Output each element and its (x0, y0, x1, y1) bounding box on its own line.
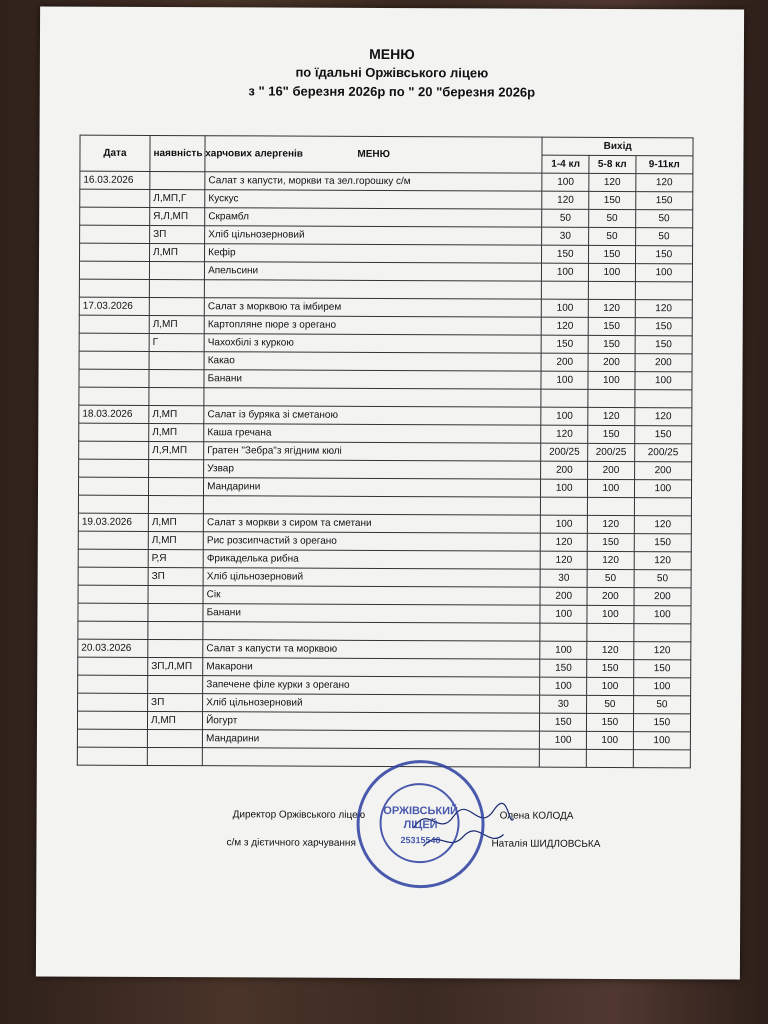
row-portion-9-11: 150 (635, 336, 692, 354)
row-portion-1-4: 120 (541, 551, 588, 569)
row-portion-1-4: 120 (542, 317, 589, 335)
row-portion-5-8 (586, 749, 633, 767)
row-date (79, 261, 149, 279)
row-portion-1-4 (541, 497, 588, 515)
row-portion-1-4 (540, 749, 587, 767)
row-dish: Банани (203, 604, 540, 623)
row-date (78, 621, 148, 639)
row-portion-9-11: 120 (633, 642, 690, 660)
row-date (78, 531, 148, 549)
row-portion-1-4: 100 (541, 479, 588, 497)
row-portion-5-8: 150 (586, 713, 633, 731)
row-dish: Картопляне пюре з орегано (204, 316, 541, 335)
row-allergens (149, 279, 204, 297)
row-portion-5-8: 100 (587, 677, 634, 695)
row-portion-1-4: 100 (540, 605, 587, 623)
nurse-role: с/м з дієтичного харчування (226, 837, 356, 849)
stamp-code: 25315540 (400, 835, 441, 846)
table-row (77, 711, 690, 732)
row-allergens: Я,Л,МП (150, 207, 205, 225)
row-portion-5-8: 120 (587, 551, 634, 569)
row-portion-1-4: 100 (542, 173, 589, 191)
table-row (80, 207, 693, 228)
row-portion-5-8: 200 (587, 587, 634, 605)
row-allergens (149, 387, 204, 405)
row-portion-1-4: 30 (540, 569, 587, 587)
row-allergens (147, 729, 202, 747)
row-portion-9-11: 120 (634, 408, 691, 426)
nurse-name: Наталія ШИДЛОВСЬКА (491, 838, 601, 850)
row-allergens: Л,МП,Г (150, 189, 205, 207)
row-date (80, 207, 150, 225)
table-row (80, 243, 693, 264)
row-dish: Салат із буряка зі сметаною (204, 406, 541, 425)
row-portion-9-11 (634, 498, 691, 516)
row-portion-1-4: 50 (542, 209, 589, 227)
row-allergens: Р,Я (148, 549, 203, 567)
row-dish: Скрамбл (205, 208, 542, 227)
row-date (78, 549, 148, 567)
row-date (79, 333, 149, 351)
row-portion-9-11 (634, 624, 691, 642)
row-portion-5-8: 200 (588, 353, 635, 371)
row-allergens: ЗП (148, 567, 203, 585)
row-date (80, 189, 150, 207)
row-portion-5-8: 120 (587, 515, 634, 533)
row-dish (204, 496, 541, 515)
row-portion-1-4 (540, 623, 587, 641)
row-portion-5-8: 120 (589, 173, 636, 191)
row-date (80, 243, 150, 261)
director-name: Олена КОЛОДА (499, 810, 574, 822)
header-menu: МЕНЮ (205, 136, 542, 173)
row-portion-9-11: 150 (634, 426, 691, 444)
row-date: 16.03.2026 (80, 171, 150, 189)
row-portion-9-11: 100 (634, 606, 691, 624)
row-portion-5-8 (587, 497, 634, 515)
row-allergens: Л,МП (149, 315, 204, 333)
row-allergens (147, 747, 202, 765)
row-date (79, 369, 149, 387)
stamp-text-line1: ОРЖІВСЬКИЙ (383, 804, 458, 818)
row-portion-9-11: 150 (635, 246, 692, 264)
row-portion-1-4: 100 (541, 515, 588, 533)
row-dish: Банани (204, 370, 541, 389)
row-portion-9-11 (635, 390, 692, 408)
row-allergens (148, 477, 203, 495)
row-portion-5-8: 100 (588, 263, 635, 281)
director-role: Директор Оржівського ліцею (232, 809, 366, 821)
row-portion-9-11: 100 (633, 732, 690, 750)
row-allergens (149, 351, 204, 369)
document-title: МЕНЮ (369, 45, 415, 63)
row-date (79, 423, 149, 441)
row-portion-9-11: 50 (635, 210, 692, 228)
row-portion-9-11: 200/25 (634, 444, 691, 462)
row-date (78, 693, 148, 711)
row-dish: Мандарини (203, 730, 540, 749)
row-date: 18.03.2026 (79, 405, 149, 423)
row-portion-1-4: 100 (540, 677, 587, 695)
menu-document (36, 6, 744, 979)
row-date (78, 585, 148, 603)
stamp-text-line2: ЛІЦЕЙ (403, 819, 438, 832)
row-portion-9-11: 100 (634, 480, 691, 498)
row-dish: Салат з капусти та морквою (203, 640, 540, 659)
header-grade-9-11: 9-11кл (636, 156, 693, 174)
row-portion-1-4: 120 (542, 191, 589, 209)
row-dish: Апельсини (205, 262, 542, 281)
row-portion-5-8: 120 (588, 299, 635, 317)
row-portion-5-8: 150 (587, 533, 634, 551)
row-allergens: ЗП (148, 693, 203, 711)
row-date (79, 315, 149, 333)
row-date (79, 351, 149, 369)
row-portion-9-11: 50 (634, 570, 691, 588)
row-portion-9-11: 150 (634, 534, 691, 552)
row-portion-9-11: 50 (635, 228, 692, 246)
table-row (79, 423, 692, 444)
row-portion-1-4: 100 (542, 263, 589, 281)
row-allergens (148, 639, 203, 657)
row-dish: Каша гречана (204, 424, 541, 443)
row-allergens (149, 459, 204, 477)
header-date: Дата (80, 135, 150, 171)
row-portion-1-4: 100 (541, 407, 588, 425)
row-dish: Запечене філе курки з орегано (203, 676, 540, 695)
row-dish: Салат з морквою та імбирем (204, 298, 541, 317)
row-dish (204, 280, 541, 299)
row-dish: Гратен "Зебра"з ягідним кюлі (204, 442, 541, 461)
row-allergens (149, 261, 204, 279)
document-date-range: з " 16" березня 2026р по " 20 "березня 2026р (248, 83, 536, 100)
row-portion-9-11: 100 (635, 264, 692, 282)
row-portion-1-4 (542, 281, 589, 299)
row-date (78, 657, 148, 675)
row-portion-5-8: 100 (588, 371, 635, 389)
row-date (77, 747, 147, 765)
row-portion-9-11: 150 (635, 318, 692, 336)
row-dish: Какао (204, 352, 541, 371)
table-row (79, 315, 692, 336)
row-portion-9-11: 200 (634, 462, 691, 480)
row-portion-5-8: 150 (588, 425, 635, 443)
row-allergens: Л,Я,МП (149, 441, 204, 459)
row-portion-9-11: 120 (634, 552, 691, 570)
row-portion-1-4: 200/25 (541, 443, 588, 461)
row-date: 20.03.2026 (78, 639, 148, 657)
row-allergens (148, 621, 203, 639)
row-allergens (150, 171, 205, 189)
row-dish: Макарони (203, 658, 540, 677)
row-portion-5-8 (587, 623, 634, 641)
row-allergens (148, 675, 203, 693)
row-portion-1-4: 150 (540, 713, 587, 731)
row-portion-5-8: 120 (587, 641, 634, 659)
row-portion-5-8: 50 (589, 209, 636, 227)
table-row (79, 405, 692, 426)
row-portion-5-8: 200 (588, 461, 635, 479)
row-dish (204, 388, 541, 407)
row-date (78, 675, 148, 693)
menu-table (77, 135, 694, 769)
table-row (78, 657, 691, 678)
row-dish: Йогурт (203, 712, 540, 731)
official-stamp (356, 760, 485, 889)
row-portion-5-8: 150 (589, 191, 636, 209)
header-grade-1-4: 1-4 кл (542, 155, 589, 173)
row-dish: Салат з моркви з сиром та сметани (203, 514, 540, 533)
row-allergens: Л,МП (148, 531, 203, 549)
row-date (78, 477, 148, 495)
row-dish: Хліб цільнозерновий (205, 226, 542, 245)
row-date (79, 279, 149, 297)
row-portion-5-8: 200/25 (588, 443, 635, 461)
row-allergens (149, 369, 204, 387)
row-portion-1-4: 150 (541, 335, 588, 353)
row-portion-1-4: 150 (540, 659, 587, 677)
row-portion-5-8: 120 (588, 407, 635, 425)
row-portion-9-11: 100 (633, 678, 690, 696)
table-row (78, 513, 691, 534)
row-dish: Кускус (205, 190, 542, 209)
row-portion-1-4: 200 (541, 353, 588, 371)
row-allergens (148, 585, 203, 603)
row-date (79, 387, 149, 405)
row-date (79, 441, 149, 459)
row-date (80, 225, 150, 243)
row-portion-9-11 (633, 750, 690, 768)
row-portion-9-11: 200 (634, 588, 691, 606)
row-portion-1-4: 150 (542, 245, 589, 263)
row-allergens (148, 603, 203, 621)
row-portion-1-4: 100 (541, 371, 588, 389)
row-dish (202, 748, 539, 767)
row-date (78, 495, 148, 513)
row-allergens: ЗП,Л,МП (148, 657, 203, 675)
row-date: 19.03.2026 (78, 513, 148, 531)
row-allergens: ЗП (150, 225, 205, 243)
table-row (78, 531, 691, 552)
row-portion-1-4 (541, 389, 588, 407)
header-allergens: наявність харчових алергенів (150, 135, 205, 171)
menu-table-body (77, 171, 693, 768)
row-dish: Чахохбілі з куркою (204, 334, 541, 353)
row-portion-5-8: 100 (586, 731, 633, 749)
row-portion-5-8 (588, 281, 635, 299)
row-portion-9-11: 120 (634, 516, 691, 534)
row-portion-9-11: 120 (635, 300, 692, 318)
row-allergens: Л,МП (147, 711, 202, 729)
row-portion-9-11: 150 (635, 192, 692, 210)
row-dish: Мандарини (204, 478, 541, 497)
row-portion-1-4: 30 (542, 227, 589, 245)
row-dish (203, 622, 540, 641)
row-date (77, 711, 147, 729)
row-date (78, 603, 148, 621)
header-output: Вихід (542, 137, 693, 156)
row-date (79, 459, 149, 477)
row-date (77, 729, 147, 747)
document-subtitle: по їдальні Оржівського ліцею (295, 64, 489, 81)
row-allergens: Л,МП (149, 423, 204, 441)
row-date (78, 567, 148, 585)
row-portion-5-8: 100 (588, 479, 635, 497)
row-portion-9-11: 150 (633, 714, 690, 732)
row-date: 17.03.2026 (79, 297, 149, 315)
row-allergens: Г (149, 333, 204, 351)
row-portion-1-4: 30 (540, 695, 587, 713)
row-portion-5-8: 50 (587, 695, 634, 713)
row-portion-5-8: 150 (588, 335, 635, 353)
row-allergens (148, 495, 203, 513)
row-portion-1-4: 120 (541, 533, 588, 551)
table-row (79, 441, 692, 462)
row-portion-1-4: 200 (541, 461, 588, 479)
row-portion-5-8: 150 (588, 317, 635, 335)
row-allergens: Л,МП (149, 405, 204, 423)
row-portion-9-11: 150 (633, 660, 690, 678)
row-portion-1-4: 100 (542, 299, 589, 317)
row-portion-5-8: 50 (587, 569, 634, 587)
row-dish: Сік (203, 586, 540, 605)
row-dish: Кефір (205, 244, 542, 263)
row-portion-5-8: 150 (589, 245, 636, 263)
row-allergens: Л,МП (149, 243, 204, 261)
row-portion-5-8: 50 (589, 227, 636, 245)
row-portion-5-8: 150 (587, 659, 634, 677)
row-portion-1-4: 200 (540, 587, 587, 605)
row-allergens (149, 297, 204, 315)
row-portion-9-11 (635, 282, 692, 300)
row-portion-5-8: 100 (587, 605, 634, 623)
row-dish: Хліб цільнозерновий (203, 694, 540, 713)
row-dish: Рис розсипчастий з орегано (203, 532, 540, 551)
row-portion-9-11: 120 (636, 174, 693, 192)
row-portion-9-11: 100 (635, 372, 692, 390)
row-dish: Салат з капусти, моркви та зел.горошку с/м (205, 172, 542, 191)
table-row (80, 189, 693, 210)
row-portion-1-4: 100 (540, 641, 587, 659)
row-dish: Хліб цільнозерновий (203, 568, 540, 587)
row-allergens: Л,МП (148, 513, 203, 531)
row-portion-9-11: 50 (633, 696, 690, 714)
row-portion-5-8 (588, 389, 635, 407)
row-portion-1-4: 120 (541, 425, 588, 443)
row-dish: Узвар (204, 460, 541, 479)
row-portion-1-4: 100 (540, 731, 587, 749)
row-portion-9-11: 200 (635, 354, 692, 372)
table-row (77, 747, 690, 768)
header-grade-5-8: 5-8 кл (589, 155, 636, 173)
row-dish: Фрикаделька рибна (203, 550, 540, 569)
